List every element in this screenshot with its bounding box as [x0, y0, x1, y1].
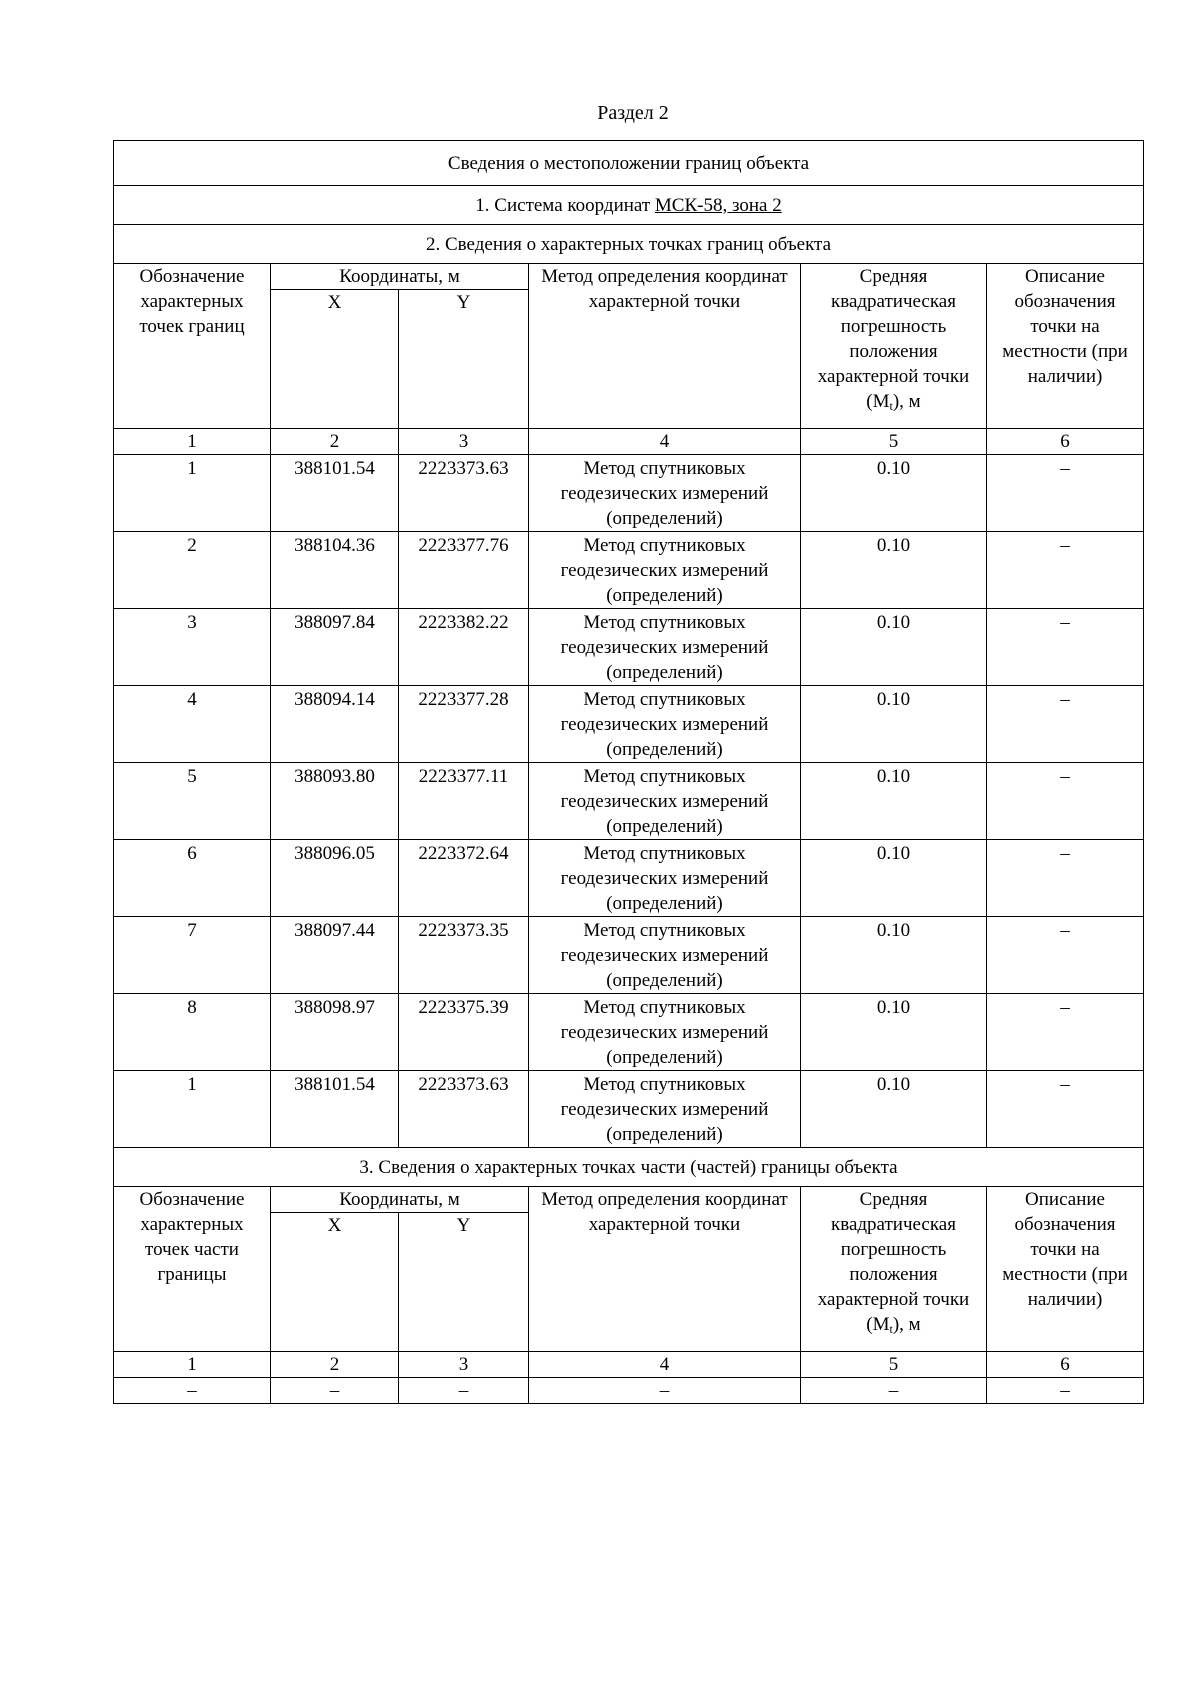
table-row: [114, 994, 1144, 1071]
parts-header-error-sub: t: [889, 1322, 893, 1336]
x-cell: 388097.44: [271, 917, 399, 994]
y-cell: 2223373.63: [399, 1071, 529, 1148]
description-cell: –: [987, 455, 1144, 532]
header-description: Описание обозначения точки на местности (при наличии): [987, 264, 1144, 429]
y-cell: 2223372.64: [399, 840, 529, 917]
column-number: 1: [114, 429, 271, 455]
error-cell: 0.10: [801, 532, 987, 609]
empty-cell: –: [529, 1378, 801, 1404]
error-cell: 0.10: [801, 1071, 987, 1148]
parts-header-designation: Обозначение характерных точек части границы: [114, 1187, 271, 1352]
y-cell: 2223373.35: [399, 917, 529, 994]
error-cell: 0.10: [801, 686, 987, 763]
header-error-sub: t: [889, 399, 893, 413]
x-cell: 388104.36: [271, 532, 399, 609]
header-error-suffix: ), м: [892, 391, 921, 412]
method-cell: Метод спутниковых геодезических измерений (определений): [529, 1071, 801, 1148]
description-cell: –: [987, 994, 1144, 1071]
parts-header-error-suffix: ), м: [892, 1314, 921, 1335]
table-row: [114, 609, 1144, 686]
section-title: Раздел 2: [597, 102, 669, 124]
table-row: [114, 1071, 1144, 1148]
header-method: Метод определения координат характерной точки: [529, 264, 801, 429]
y-cell: 2223373.63: [399, 455, 529, 532]
table-row: [114, 686, 1144, 763]
description-cell: –: [987, 609, 1144, 686]
error-cell: 0.10: [801, 840, 987, 917]
error-cell: 0.10: [801, 763, 987, 840]
y-cell: 2223375.39: [399, 994, 529, 1071]
point-cell: 3: [114, 609, 271, 686]
parts-header-description: Описание обозначения точки на местности (при наличии): [987, 1187, 1144, 1352]
y-cell: 2223377.76: [399, 532, 529, 609]
description-cell: –: [987, 917, 1144, 994]
column-number: 4: [529, 429, 801, 455]
method-cell: Метод спутниковых геодезических измерений (определений): [529, 609, 801, 686]
header-error-text: Средняя квадратическая погрешность положения характерной точки (M: [817, 266, 970, 412]
method-cell: Метод спутниковых геодезических измерений (определений): [529, 994, 801, 1071]
column-number: 1: [114, 1352, 271, 1378]
coord-system-value: МСК-58, зона 2: [654, 194, 782, 216]
coord-system-row: [114, 186, 1144, 225]
point-cell: 6: [114, 840, 271, 917]
x-cell: 388096.05: [271, 840, 399, 917]
parts-header-error-text: Средняя квадратическая погрешность положения характерной точки (M: [817, 1189, 970, 1335]
x-cell: 388094.14: [271, 686, 399, 763]
point-cell: 4: [114, 686, 271, 763]
column-number: 2: [271, 1352, 399, 1378]
coord-system-prefix: 1. Система координат: [475, 194, 655, 216]
x-cell: 388101.54: [271, 1071, 399, 1148]
description-cell: –: [987, 686, 1144, 763]
y-cell: 2223377.28: [399, 686, 529, 763]
header-error: [801, 264, 987, 429]
method-cell: Метод спутниковых геодезических измерений (определений): [529, 686, 801, 763]
method-cell: Метод спутниковых геодезических измерений (определений): [529, 455, 801, 532]
method-cell: Метод спутниковых геодезических измерений (определений): [529, 763, 801, 840]
description-cell: –: [987, 763, 1144, 840]
table-row: [114, 763, 1144, 840]
description-cell: –: [987, 1071, 1144, 1148]
point-cell: 1: [114, 1071, 271, 1148]
column-number: 4: [529, 1352, 801, 1378]
header-y: Y: [399, 290, 529, 429]
column-number: 2: [271, 429, 399, 455]
x-cell: 388098.97: [271, 994, 399, 1071]
parts-header-error: [801, 1187, 987, 1352]
header-designation: Обозначение характерных точек границ: [114, 264, 271, 429]
method-cell: Метод спутниковых геодезических измерений (определений): [529, 840, 801, 917]
x-cell: 388093.80: [271, 763, 399, 840]
parts-header-y: Y: [399, 1213, 529, 1352]
table-title: Сведения о местоположении границ объекта: [114, 141, 1144, 186]
error-cell: 0.10: [801, 917, 987, 994]
column-number: 3: [399, 1352, 529, 1378]
points-section-heading: 2. Сведения о характерных точках границ объекта: [114, 225, 1144, 264]
x-cell: 388097.84: [271, 609, 399, 686]
point-cell: 8: [114, 994, 271, 1071]
error-cell: 0.10: [801, 609, 987, 686]
description-cell: –: [987, 532, 1144, 609]
error-cell: 0.10: [801, 994, 987, 1071]
empty-cell: –: [271, 1378, 399, 1404]
y-cell: 2223382.22: [399, 609, 529, 686]
column-number: 5: [801, 429, 987, 455]
point-cell: 5: [114, 763, 271, 840]
table-row: [114, 840, 1144, 917]
table-row: [114, 917, 1144, 994]
empty-cell: –: [399, 1378, 529, 1404]
parts-section-heading: 3. Сведения о характерных точках части (частей) границы объекта: [114, 1148, 1144, 1187]
empty-cell: –: [987, 1378, 1144, 1404]
point-cell: 7: [114, 917, 271, 994]
column-numbers-row: [114, 429, 1144, 455]
parts-header-x: X: [271, 1213, 399, 1352]
column-number: 3: [399, 429, 529, 455]
point-cell: 2: [114, 532, 271, 609]
header-x: X: [271, 290, 399, 429]
column-number: 5: [801, 1352, 987, 1378]
boundary-table: [113, 140, 1144, 1404]
empty-cell: –: [801, 1378, 987, 1404]
description-cell: –: [987, 840, 1144, 917]
point-cell: 1: [114, 455, 271, 532]
parts-header-coordinates: Координаты, м: [271, 1187, 529, 1213]
column-number: 6: [987, 1352, 1144, 1378]
parts-empty-row: [114, 1378, 1144, 1404]
error-cell: 0.10: [801, 455, 987, 532]
table-row: [114, 455, 1144, 532]
empty-cell: –: [114, 1378, 271, 1404]
x-cell: 388101.54: [271, 455, 399, 532]
header-coordinates: Координаты, м: [271, 264, 529, 290]
parts-header-method: Метод определения координат характерной точки: [529, 1187, 801, 1352]
column-number: 6: [987, 429, 1144, 455]
method-cell: Метод спутниковых геодезических измерений (определений): [529, 917, 801, 994]
method-cell: Метод спутниковых геодезических измерений (определений): [529, 532, 801, 609]
y-cell: 2223377.11: [399, 763, 529, 840]
parts-column-numbers-row: [114, 1352, 1144, 1378]
table-row: [114, 532, 1144, 609]
